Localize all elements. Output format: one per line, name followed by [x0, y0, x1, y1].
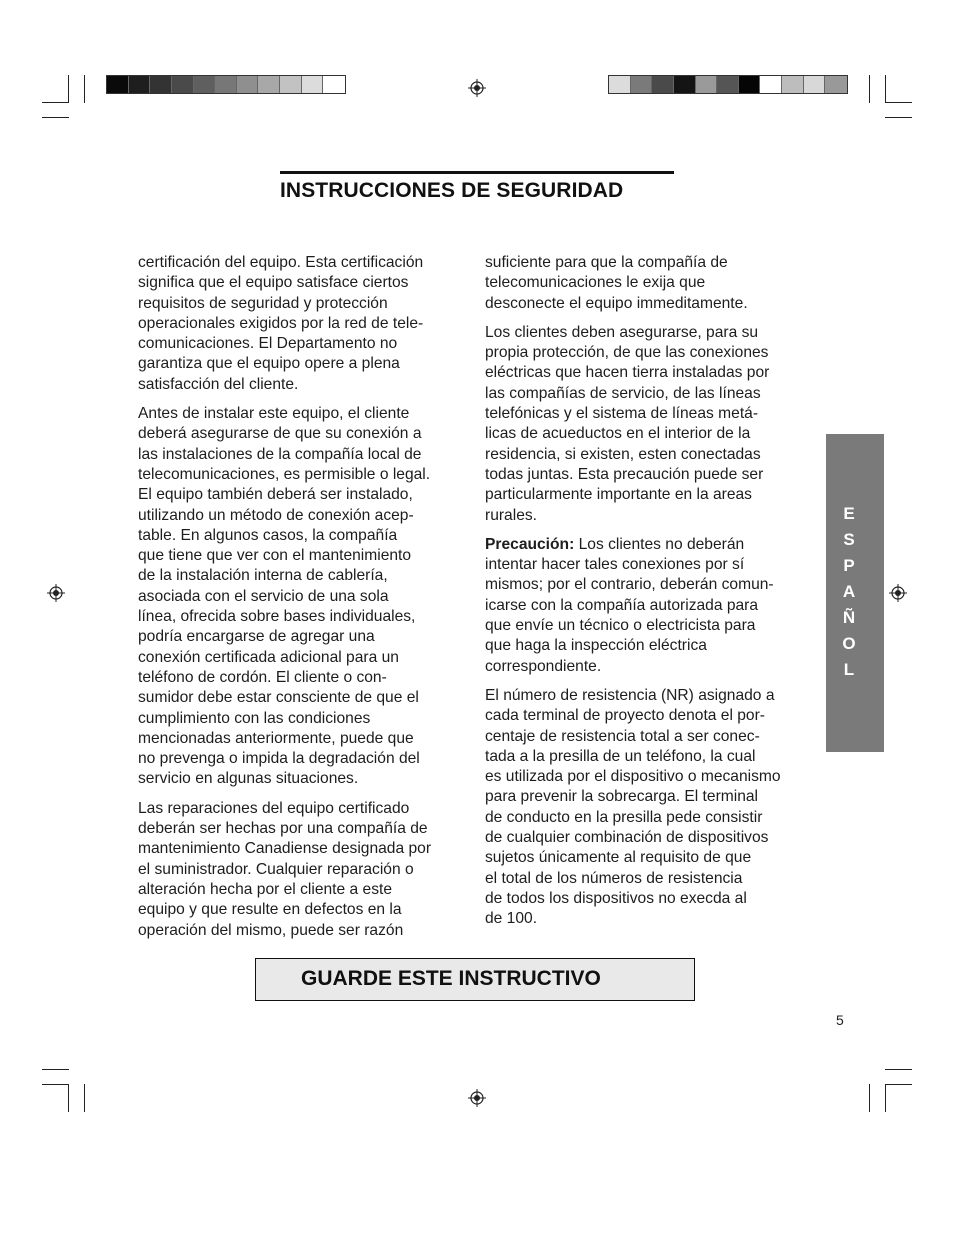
text-line: las instalaciones de la compañía local de — [138, 445, 422, 463]
text-line: que haga la inspección eléctrica — [485, 637, 707, 655]
tab-letter: O — [842, 634, 856, 653]
text-line: todas juntas. Esta precaución puede ser — [485, 465, 764, 483]
crop-mark — [68, 75, 69, 103]
crop-mark — [885, 75, 886, 103]
text-line: eléctricas que hacen tierra instaladas por — [485, 364, 770, 382]
color-swatch — [107, 76, 129, 93]
precaution-first-line: Los clientes no deberán — [574, 535, 745, 553]
text-line: propia protección, de que las conexiones — [485, 344, 769, 362]
text-line: telefónicas y el sistema de líneas metá- — [485, 405, 759, 423]
color-swatch — [280, 76, 302, 93]
color-swatch — [150, 76, 172, 93]
tab-letter: P — [843, 556, 855, 575]
text-line: de la instalación interna de cablería, — [138, 567, 388, 585]
color-swatch — [631, 76, 653, 93]
text-line: de 100. — [485, 910, 538, 928]
text-line: deberá asegurarse de que su conexión a — [138, 425, 422, 443]
text-line: teléfono de cordón. El cliente o con- — [138, 668, 387, 686]
language-tab-espanol — [826, 434, 884, 752]
color-swatch — [825, 76, 847, 93]
text-line: table. En algunos casos, la compañía — [138, 526, 398, 544]
text-line: mantenimiento Canadiense designada por — [138, 840, 432, 858]
text-line: cumplimiento con las condiciones — [138, 709, 371, 727]
color-swatch — [696, 76, 718, 93]
paragraph — [485, 323, 815, 526]
text-line: las compañías de servicio, de las líneas — [485, 384, 761, 402]
text-line: icarse con la compañía autorizada para — [485, 596, 759, 614]
left-column — [138, 253, 468, 950]
grayscale-color-bar-right — [608, 75, 848, 94]
crop-mark — [885, 1069, 912, 1070]
paragraph — [138, 404, 468, 790]
text-line: de conducto en la presilla pede consistir — [485, 808, 763, 826]
text-line: servicio en algunas situaciones. — [138, 770, 359, 788]
paragraph — [138, 253, 468, 395]
precaution-label: Precaución: — [485, 535, 575, 553]
text-line: cada terminal de proyecto denota el por- — [485, 707, 765, 725]
text-line: significa que el equipo satisface ciertos — [138, 274, 409, 292]
text-line: Los clientes deben asegurarse, para su — [485, 323, 759, 341]
text-line: suficiente para que la compañía de — [485, 254, 728, 271]
text-line: correspondiente. — [485, 657, 602, 675]
color-swatch — [129, 76, 151, 93]
text-line: asociada con el servicio de una sola — [138, 587, 389, 605]
text-line: conexión certificada adicional para un — [138, 648, 399, 666]
crop-mark — [869, 1084, 870, 1112]
text-line: no prevenga o impida la degradación del — [138, 750, 420, 768]
crop-mark — [885, 1084, 912, 1085]
color-swatch — [782, 76, 804, 93]
color-swatch — [237, 76, 259, 93]
text-line: sumidor debe estar consciente de que el — [138, 689, 419, 707]
text-line: certificación del equipo. Esta certificación — [138, 254, 424, 271]
footer-banner-text: GUARDE ESTE INSTRUCTIVO — [301, 967, 601, 990]
color-swatch — [739, 76, 761, 93]
text-line: mismos; por el contrario, deberán comun- — [485, 576, 774, 594]
crop-mark — [885, 117, 912, 118]
registration-mark-icon — [47, 584, 65, 602]
text-line: para prevenir la sobrecarga. El terminal — [485, 788, 759, 806]
paragraph — [485, 253, 815, 314]
color-swatch — [258, 76, 280, 93]
text-line: Las reparaciones del equipo certificado — [138, 799, 410, 817]
text-line: El número de resistencia (NR) asignado a — [485, 686, 775, 704]
crop-mark — [885, 102, 912, 103]
text-line: operación del mismo, puede ser razón — [138, 921, 404, 939]
crop-mark — [68, 1084, 69, 1112]
registration-mark-icon — [468, 79, 486, 97]
text-line: de cualquier combinación de dispositivos — [485, 829, 769, 847]
text-line: de todos los dispositivos no execda al — [485, 889, 747, 907]
color-swatch — [804, 76, 826, 93]
text-line: utilizando un método de conexión acep- — [138, 506, 414, 524]
text-line: telecomunicaciones le exija que — [485, 274, 706, 292]
color-swatch — [323, 76, 345, 93]
color-swatch — [652, 76, 674, 93]
crop-mark — [42, 1084, 69, 1085]
title-rule — [280, 171, 674, 174]
tab-letter: A — [842, 582, 856, 601]
crop-mark — [84, 75, 85, 103]
text-line: comunicaciones. El Departamento no — [138, 335, 398, 353]
text-line: desconecte el equipo immeditamente. — [485, 294, 748, 312]
crop-mark — [869, 75, 870, 103]
tab-letter: Ñ — [842, 608, 856, 627]
registration-mark-icon — [889, 584, 907, 602]
crop-mark — [42, 102, 69, 103]
grayscale-color-bar-left — [106, 75, 346, 94]
text-line: intentar hacer tales conexiones por sí — [485, 556, 745, 574]
color-swatch — [194, 76, 216, 93]
text-line: licas de acueductos en el interior de la — [485, 425, 751, 443]
text-line: satisfacción del cliente. — [138, 375, 299, 393]
crop-mark — [42, 1069, 69, 1070]
text-line: que tiene que ver con el mantenimiento — [138, 547, 412, 565]
text-line: Antes de instalar este equipo, el cliente — [138, 405, 410, 423]
text-line: tada a la presilla de un teléfono, la cual — [485, 747, 756, 765]
text-line: mencionadas anteriormente, puede que — [138, 729, 414, 747]
text-line: podría encargarse de agregar una — [138, 628, 375, 646]
text-line: operacionales exigidos por la red de tele- — [138, 314, 424, 332]
text-line: rurales. — [485, 506, 537, 524]
text-line: el total de los números de resistencia — [485, 869, 743, 887]
text-line: centaje de resistencia total a ser conec- — [485, 727, 760, 745]
right-column — [485, 253, 815, 939]
crop-mark — [84, 1084, 85, 1112]
tab-letter: E — [843, 504, 855, 523]
page-title: INSTRUCCIONES DE SEGURIDAD — [280, 179, 624, 202]
text-line: es utilizada por el dispositivo o mecanismo — [485, 768, 781, 786]
color-swatch — [172, 76, 194, 93]
registration-mark-icon — [468, 1089, 486, 1107]
crop-mark — [885, 1084, 886, 1112]
text-line: El equipo también deberá ser instalado, — [138, 486, 413, 504]
footer-banner — [255, 958, 695, 1001]
tab-letter: S — [843, 530, 855, 549]
crop-mark — [42, 117, 69, 118]
color-swatch — [760, 76, 782, 93]
text-line: línea, ofrecida sobre bases individuales, — [138, 608, 416, 626]
text-line: que envíe un técnico o electricista para — [485, 617, 756, 635]
text-line: el suministrador. Cualquier reparación o — [138, 860, 414, 878]
text-line: particularmente importante en la areas — [485, 486, 752, 504]
text-line: telecomunicaciones, es permisible o legal. — [138, 465, 431, 483]
tab-letter: L — [843, 660, 855, 679]
color-swatch — [674, 76, 696, 93]
color-swatch — [302, 76, 324, 93]
text-line: deberán ser hechas por una compañía de — [138, 820, 428, 838]
color-swatch — [717, 76, 739, 93]
text-line: alteración hecha por el cliente a este — [138, 880, 392, 898]
text-line: sujetos únicamente al requisito de que — [485, 849, 752, 867]
text-line: requisitos de seguridad y protección — [138, 294, 388, 312]
paragraph — [485, 686, 815, 930]
text-line: equipo y que resulte en defectos en la — [138, 901, 402, 919]
text-line: residencia, si existen, esten conectadas — [485, 445, 761, 463]
paragraph — [138, 799, 468, 941]
page-number: 5 — [836, 1012, 844, 1028]
text-line: garantiza que el equipo opere a plena — [138, 355, 400, 373]
color-swatch — [609, 76, 631, 93]
color-swatch — [215, 76, 237, 93]
paragraph-precaution — [485, 535, 815, 677]
